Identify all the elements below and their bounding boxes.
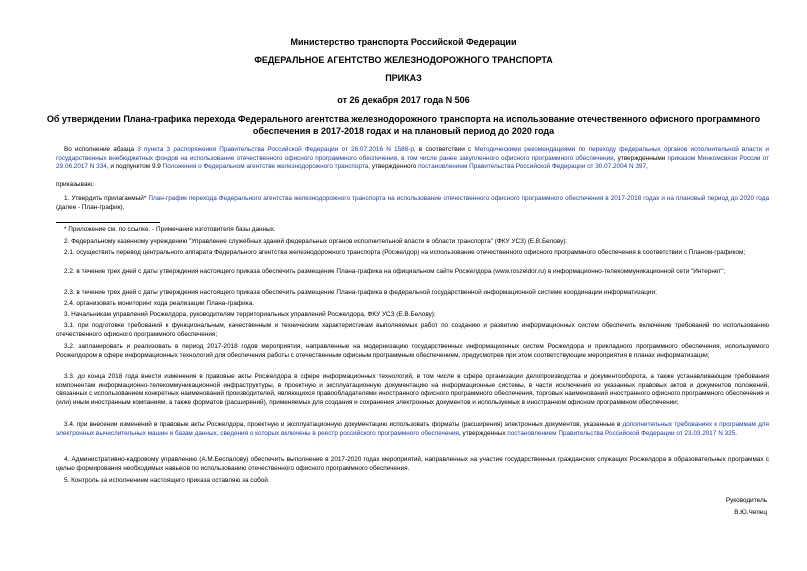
link-resolution-397[interactable]: постановлением Правительства Российской Федерации от 30.07.2004 N 397	[418, 163, 647, 171]
item-3-4-tail: .	[735, 429, 738, 437]
item-3-2: 3.2. запланировать и реализовать в период 2017-2018 годов мероприятия, направленные на модернизацию государственных информационных систем Росжелдора и прикладного программного обеспечения, используемого Росжелдором в сфере информационных технологий для обеспечения работы с отечественным офисным программным обеспечением, предусмотрев при этом соответствующие мероприятия в планах информатизации;	[56, 343, 769, 359]
item-3: 3. Начальникам управлений Росжелдора, руководителям территориальных управлений Росжелдора, ФКУ УСЗ (Е.В.Белову):	[64, 311, 436, 318]
footnote: * Приложение см. по ссылке. - Примечание изготовителя базы данных.	[64, 226, 276, 233]
order-word: приказываю:	[56, 181, 94, 188]
link-additional-requirements[interactable]: дополнительных требованиях к программам для электронных вычислительных машин и базам данных, сведения о которых включены в реестр российского программного обеспечения	[56, 421, 769, 437]
agency-heading: ФЕДЕРАЛЬНОЕ АГЕНТСТВО ЖЕЛЕЗНОДОРОЖНОГО ТРАНСПОРТА	[254, 55, 553, 65]
item-3-4	[56, 421, 769, 438]
link-agency-regulation[interactable]: Положения о Федеральном агентстве железнодорожного транспорта	[162, 163, 369, 171]
item-2-1: 2.1. осуществить перевод центрального аппарата Федерального агентства железнодорожного транспорта (Росжелдор) на использование отечественного офисного программного обеспечения в соответствии с Планом-графиком;	[64, 249, 746, 256]
item-5: 5. Контроль за исполнением настоящего приказа оставляю за собой.	[64, 477, 270, 484]
preamble-text-4: , и подпунктом 9.9	[106, 163, 163, 171]
link-decree-1588[interactable]: 3 пункта 3 распоряжения Правительства Российской Федерации от 26.07.2016 N 1588-р	[137, 146, 414, 153]
preamble-text-1: Во исполнение абзаца	[64, 146, 138, 153]
item-2: 2. Федеральному казенному учреждению "Управление служебных зданий федеральных органов исполнительной власти в области транспорта" (ФКУ УСЗ) (Е.В.Белову):	[64, 238, 568, 245]
doc-date-number: от 26 декабря 2017 года N 506	[337, 95, 470, 105]
item-1	[56, 195, 769, 212]
preamble-text-2: , в соответствии с	[413, 146, 475, 153]
doc-title: Об утверждении Плана-графика перехода Федерального агентства железнодорожного транспорта на использование отечественного офисного программного обеспечения в 2017-2018 годах и на плановый период до 2020 года	[46, 114, 761, 136]
item-4: 4. Административно-кадровому управлению (А.М.Беспалову) обеспечить выполнение в 2017-2020 годах мероприятий, направленных на участие государственных гражданских служащих Росжелдора в образовательных программах с целью формирования необходимых навыков по использованию отечественного офисного программного обеспечения.	[56, 456, 769, 472]
item-1-text: 1. Утвердить прилагаемый*	[64, 195, 149, 202]
signature-name: В.Ю.Чепец	[734, 509, 767, 516]
link-resolution-325[interactable]: постановлением Правительства Российской Федерации от 23.03.2017 N 325	[507, 429, 736, 437]
item-3-4-text: 3.4. при внесении изменений в правовые акты Росжелдора, проектную и эксплуатационную документацию использовать форматы (расширения) электронных документов, указанные в	[64, 421, 623, 428]
link-method-recommendations[interactable]: Методическими рекомендациями по переходу федеральных органов исполнительной власти и государственных внебюджетных фондов на использование отечественного офисного программного обеспечения, в том числе ранее закупленного офисного программного обеспечения	[56, 146, 770, 162]
link-plan-schedule[interactable]: План-график перехода Федерального агентства железнодорожного транспорта на использование отечественного офисного программного обеспечения в 2017-2018 годах и на плановый период до 2020 года	[148, 195, 769, 202]
ministry-heading: Министерство транспорта Российской Федерации	[290, 37, 517, 47]
item-2-2: 2.2. в течение трех дней с даты утверждения настоящего приказа обеспечить размещение Плана-графика на официальном сайте Росжелдора (www.roszeldor.ru) в информационно-телекоммуникационной сети "Интернет";	[64, 268, 726, 275]
signature-role: Руководитель	[725, 497, 767, 504]
footnote-divider	[56, 222, 160, 223]
item-3-1: 3.1. при подготовке требований к функциональным, качественным и техническим характеристикам выполняемых работ по созданию и развитию информационных систем обеспечить включение требований по использованию отечественного офисного программного обеспечения;	[56, 322, 769, 338]
item-2-3: 2.3. в течение трех дней с даты утверждения настоящего приказа обеспечить размещение Плана-графика в федеральной государственной информационной системе координации информатизации;	[64, 289, 657, 296]
item-3-4-mid: , утвержденных	[459, 429, 508, 437]
item-1-tail: (далее - План-график).	[56, 203, 125, 211]
item-3-3: 3.3. до конца 2018 года внести изменения в правовые акты Росжелдора в сфере информационных технологий, в том числе в сфере организации делопроизводства и документооборота, а также устанавливающие требования компонентам информационно-телекоммуникационной инфраструктуры, в проектную и эксплуатационную документацию на информационные системы, в части исключения из указанных правовых актов и документов положений, связанных с использованием конкретных наименований производителей, являющихся правообладателями иностранного офисного программного обеспечения, торговых наименований иностранного офисного программного обеспечения и (или) иным иностранным компаниям, а также форматов (расширений), применяемых для создания и сохранения электронных документов и используемых в иностранном офисном программном обеспечении;	[56, 373, 769, 406]
doc-type-heading: ПРИКАЗ	[385, 73, 422, 83]
preamble-text-6: ,	[646, 163, 648, 171]
item-2-4: 2.4. организовать мониторинг хода реализации Плана-графика.	[64, 300, 255, 307]
link-order-334[interactable]: приказом Минкомсвязи России от 29.06.2017 N 334	[56, 154, 769, 171]
preamble-text-5: , утвержденного	[368, 163, 419, 171]
preamble-text-3: , утвержденными	[613, 154, 668, 162]
preamble-paragraph	[56, 146, 769, 172]
